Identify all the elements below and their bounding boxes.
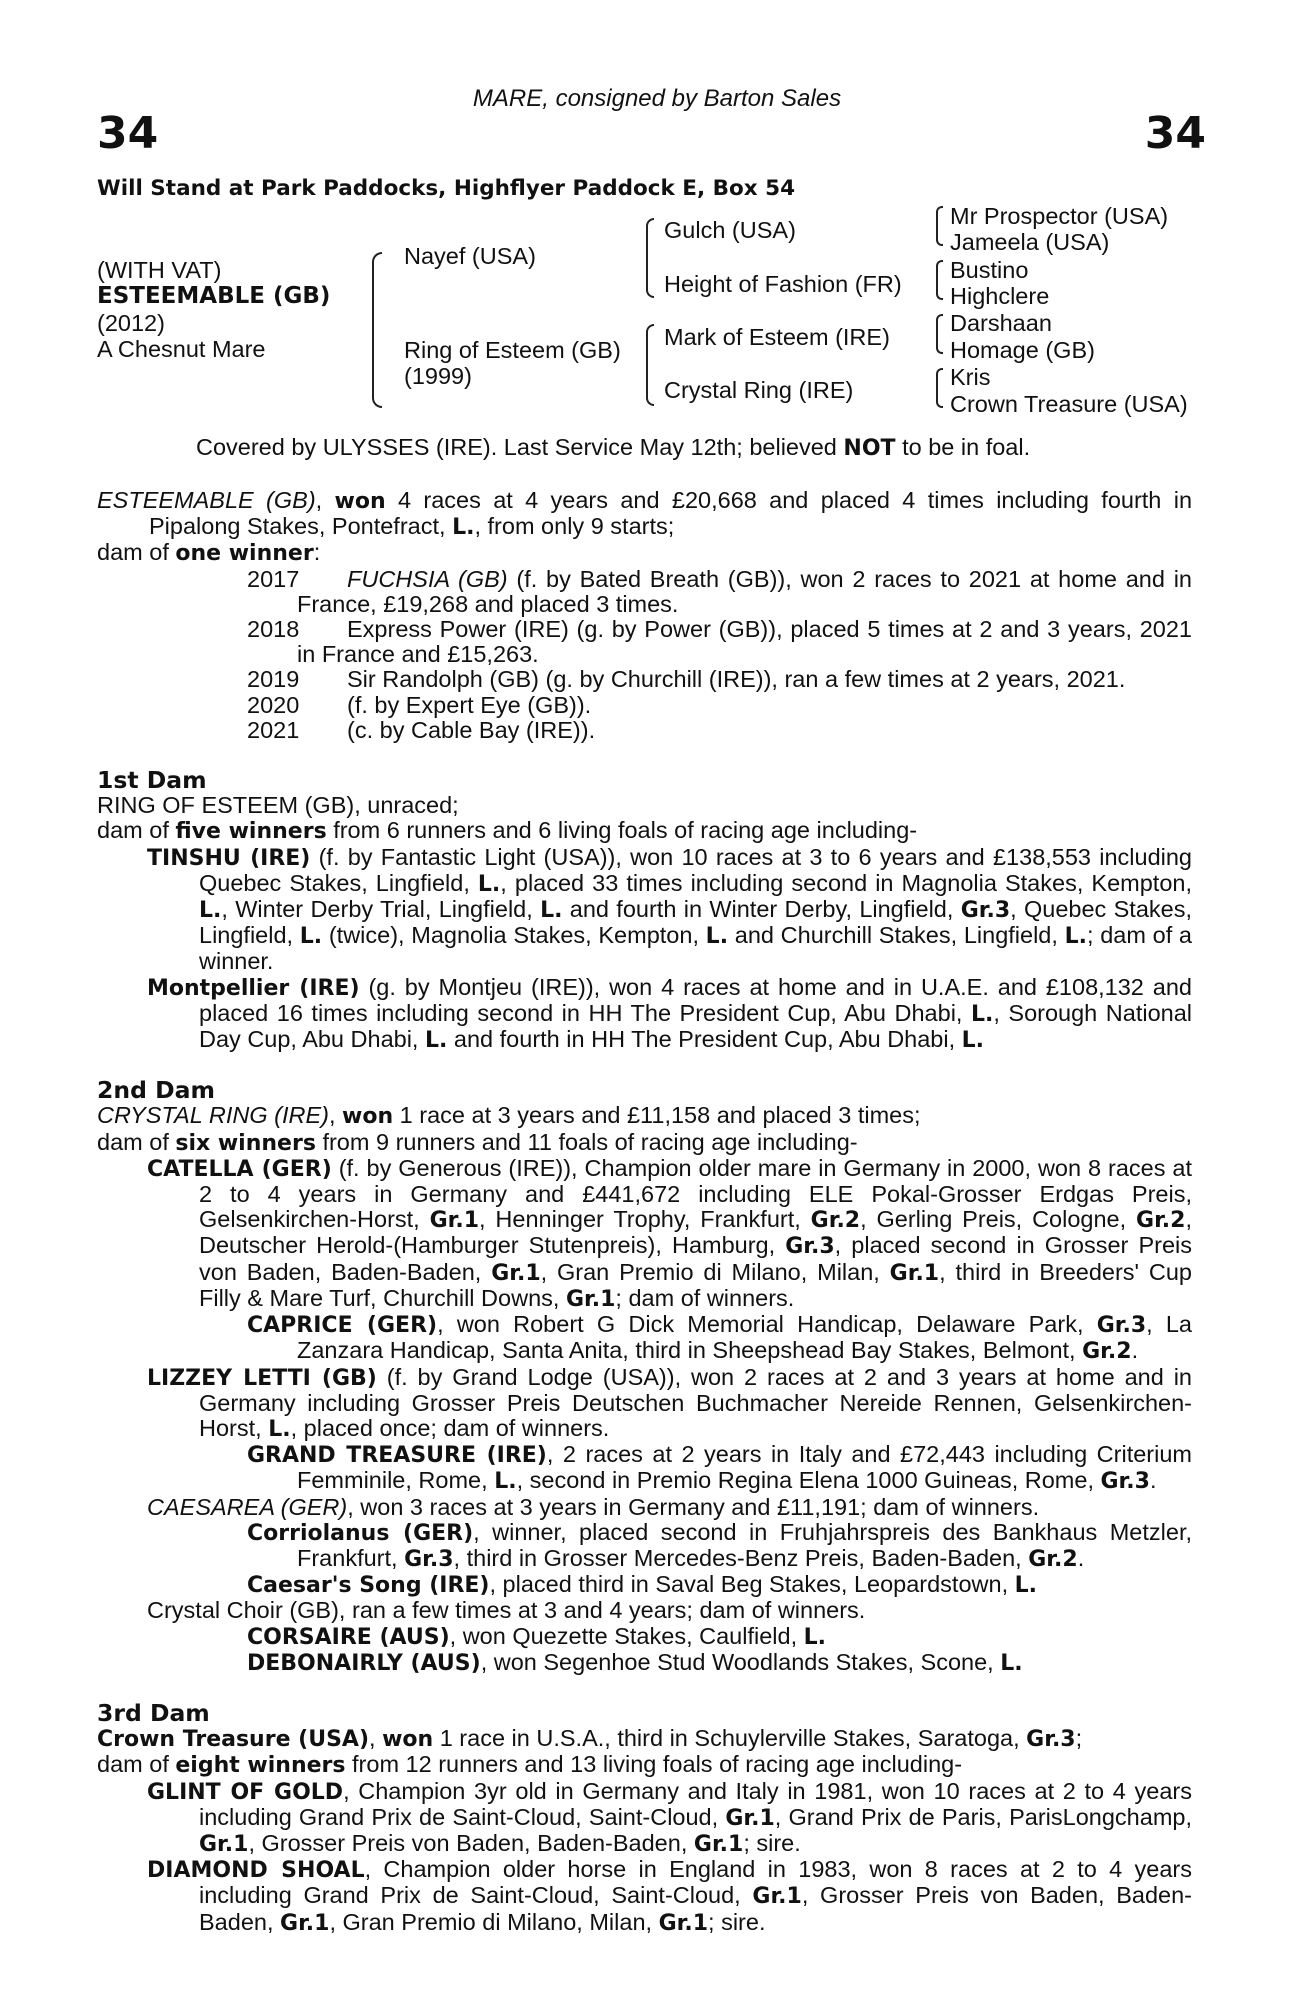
won-label: won (342, 1104, 394, 1130)
brace-dd (936, 368, 943, 408)
runner-text: and Churchill Stakes, Lingfield, (728, 922, 1065, 949)
pedigree-ddd: Crown Treasure (USA) (950, 391, 1188, 417)
runner-text: , won Quezette Stakes, Caulfield, (449, 1622, 804, 1649)
dam3-heading: 3rd Dam (97, 1698, 210, 1727)
runner-name: Montpellier (IRE) (147, 975, 360, 1001)
grade-gr1: Gr.1 (725, 1805, 775, 1831)
produce-text: Sir Randolph (GB) (g. by Churchill (IRE)), ran a few times at 2 years, 2021. (347, 666, 1126, 693)
mare-dam-of (97, 540, 1192, 566)
dam3-text-end: ; (1075, 1725, 1083, 1752)
runner-text: , winner, placed second in Fruhjahrspreis des Bankhaus Metzler, Frankfurt, (297, 1518, 1193, 1571)
grade-gr3: Gr.3 (1026, 1727, 1076, 1753)
runner-text: (twice), Magnolia Stakes, Kempton, (322, 922, 706, 949)
dam-of-post: from 12 runners and 13 living foals of racing age including- (345, 1751, 963, 1778)
dam1-tinshu (97, 845, 1192, 975)
runner-text: , won 3 races at 3 years in Germany and £11,191; dam of winners. (347, 1493, 1040, 1520)
produce-row (97, 718, 1192, 743)
grade-gr1: Gr.1 (565, 1286, 616, 1312)
runner-text: , Winter Derby Trial, Lingfield, (221, 896, 541, 923)
produce-year: 2018 (247, 616, 300, 643)
dam2-grand-treasure: GRAND TREASURE (IRE), 2 races at 2 years in Italy and £72,443 including Criterium Femminile, Rome, L., second in Premio Regina Elena 1000 Guineas, Rome, Gr.3. (247, 1441, 1192, 1495)
grade-gr1: Gr.1 (889, 1260, 940, 1286)
runner-text: , second in Premio Regina Elena 1000 Guineas, Rome, (516, 1467, 1101, 1494)
grade-gr2: Gr.2 (1028, 1546, 1078, 1572)
runner-text: ; dam of winners. (615, 1284, 795, 1311)
grade-gr1: Gr.1 (199, 1831, 249, 1857)
runner-text: , Grosser Preis von Baden, Baden-Baden, (248, 1829, 694, 1856)
produce-year: 2017 (247, 565, 300, 592)
dam-of-pre: dam of (97, 817, 176, 844)
horse-name: ESTEEMABLE (GB) (97, 283, 331, 309)
grade-listed: L. (803, 1624, 827, 1650)
runner-text: , Gran Premio di Milano, Milan, (329, 1908, 659, 1935)
runner-text: and fourth in HH The President Cup, Abu Dhabi, (447, 1026, 962, 1053)
runner-text: , 2 races at 2 years in Italy and £72,443 including Criterium Femminile, Rome, (297, 1441, 1192, 1494)
pedigree-dsd: Homage (GB) (950, 337, 1095, 363)
produce-row (97, 617, 1192, 667)
dam1-dam-of (97, 818, 1192, 844)
grade-gr1: Gr.1 (658, 1910, 709, 1936)
grade-listed: L. (268, 1416, 291, 1442)
catalogue-body (97, 488, 1192, 1936)
runner-name: CAESAREA (GER) (147, 1493, 348, 1520)
grade-gr1: Gr.1 (429, 1208, 480, 1234)
produce-text: (f. by Expert Eye (GB)). (347, 691, 592, 718)
dam2-record: CRYSTAL RING (IRE), won 1 race at 3 years and £11,158 and placed 3 times; (97, 1102, 921, 1130)
produce-row (97, 693, 1192, 718)
dam-of-post: from 6 runners and 6 living foals of racing age including- (326, 817, 918, 844)
stand-location: Will Stand at Park Paddocks, Highflyer Paddock E, Box 54 (97, 176, 796, 201)
dam-of-count: eight winners (175, 1753, 346, 1779)
dam3-text: 1 race in U.S.A., third in Schuylerville Stakes, Saratoga, (433, 1725, 1027, 1752)
runner-text: , placed second in Grosser Preis von Baden, Baden-Baden, (199, 1232, 1192, 1285)
pedigree-ss: Gulch (USA) (664, 217, 796, 243)
runner-text: ; sire. (708, 1908, 766, 1935)
pedigree-dam-year: (1999) (404, 363, 472, 389)
pedigree-dam: Ring of Esteem (GB) (404, 337, 621, 363)
grade-gr3: Gr.3 (960, 898, 1011, 924)
brace-main (372, 252, 382, 408)
horse-year: (2012) (97, 310, 165, 336)
runner-text: , Grand Prix de Paris, ParisLongchamp, (774, 1803, 1192, 1830)
runner-text: , Champion older horse in England in 1983, won 8 races at 2 to 4 years including Grand Prix de Saint-Cloud, Saint-Cloud, (199, 1856, 1192, 1909)
dam2-text: 1 race at 3 years and £11,158 and placed 3 times; (393, 1102, 921, 1129)
dam1-heading: 1st Dam (97, 766, 207, 795)
brace-sire (646, 218, 654, 298)
brace-sd (936, 260, 943, 300)
pedigree-sdd: Highclere (950, 283, 1050, 309)
runner-text: , La Zanzara Handicap, Santa Anita, third in Sheepshead Bay Stakes, Belmont, (297, 1311, 1193, 1364)
grade-listed: L. (1000, 1650, 1023, 1676)
dam2-lizzey (97, 1365, 1192, 1443)
covered-note (196, 435, 1030, 461)
lot-number-left: 34 (97, 108, 159, 159)
dam1-montpellier (97, 975, 1192, 1054)
mare-record: ESTEEMABLE (GB), won 4 races at 4 years and £20,668 and placed 4 times including fourth in Pipalong Stakes, Pontefract, L., from only 9 starts; (97, 487, 1193, 541)
grade-gr3: Gr.3 (404, 1546, 454, 1572)
grade-listed: L. (425, 1028, 448, 1054)
pedigree-ds: Mark of Esteem (IRE) (664, 324, 890, 350)
produce-name: FUCHSIA (GB) (347, 565, 508, 592)
produce-year: 2019 (247, 666, 300, 693)
covered-not: NOT (843, 436, 896, 461)
runner-text: , Henninger Trophy, Frankfurt, (479, 1206, 811, 1233)
dam3-dam-of (97, 1752, 1192, 1778)
covered-tail: to be in foal. (895, 434, 1031, 460)
runner-name: Corriolanus (GER) (247, 1520, 474, 1546)
dam2-crystal-choir: Crystal Choir (GB), ran a few times at 3 and 4 years; dam of winners. (147, 1597, 866, 1624)
produce-year: 2021 (247, 716, 300, 743)
dam3-diamond-shoal (97, 1857, 1192, 1936)
dam2-heading: 2nd Dam (97, 1076, 215, 1105)
produce-row (97, 667, 1192, 692)
dam2-caesars-song (97, 1572, 1192, 1598)
dam2-caesarea (97, 1495, 1192, 1520)
runner-text: , placed third in Saval Beg Stakes, Leopardstown, (489, 1571, 1015, 1598)
dam2-name: CRYSTAL RING (IRE) (97, 1102, 329, 1129)
won-label: won (334, 489, 386, 514)
dam2-corriolanus: Corriolanus (GER), winner, placed second in Fruhjahrspreis des Bankhaus Metzler, Frankfurt, Gr.3, third in Grosser Mercedes-Benz Preis, Baden-Baden, Gr.2. (247, 1518, 1193, 1572)
grade-gr3: Gr.3 (785, 1234, 835, 1260)
grade-listed: L. (1014, 1573, 1038, 1599)
grade-gr1: Gr.1 (752, 1884, 802, 1910)
pedigree-ssd: Jameela (USA) (950, 229, 1110, 255)
runner-name: TINSHU (IRE) (147, 845, 311, 871)
pedigree-sss: Mr Prospector (USA) (950, 203, 1169, 229)
dam-of-pre: dam of (97, 1751, 176, 1778)
brace-dam (646, 324, 654, 406)
lot-number-right: 34 (1144, 108, 1206, 159)
consignment-line: MARE, consigned by Barton Sales (472, 85, 842, 112)
runner-text: , won Robert G Dick Memorial Handicap, Delaware Park, (437, 1311, 1097, 1338)
dam3-glint-of-gold (97, 1779, 1192, 1858)
runner-name: CATELLA (GER) (147, 1156, 332, 1182)
runner-text: , Quebec Stakes, Lingfield, (199, 896, 1192, 949)
grade-listed: L. (1064, 924, 1087, 950)
grade-gr1: Gr.1 (693, 1831, 744, 1857)
dam2-dam-of (97, 1130, 1192, 1156)
dam2-corsaire (97, 1624, 1192, 1650)
covered-text: Covered by ULYSSES (IRE). Last Service May 12th; believed (196, 434, 844, 460)
grade-listed: L. (705, 924, 729, 950)
runner-text: (f. by Grand Lodge (USA)), won 2 races at 2 and 3 years at home and in Germany including Grosser Preis Deutschen Buchmacher Nereide Rennen, Gelsenkirchen-Horst, (199, 1363, 1192, 1441)
dam-of-pre: dam of (97, 539, 176, 566)
produce-year: 2020 (247, 691, 300, 718)
grade-listed: L. (199, 898, 222, 924)
runner-text: (f. by Fantastic Light (USA)), won 10 races at 3 to 6 years and £138,553 including Quebec Stakes, Lingfield, (199, 843, 1192, 896)
grade-gr3: Gr.3 (1100, 1469, 1150, 1495)
runner-text: , won Segenhoe Stud Woodlands Stakes, Scone, (480, 1648, 1001, 1675)
runner-text: , third in Grosser Mercedes-Benz Preis, Baden-Baden, (453, 1544, 1029, 1571)
grade-listed: L. (299, 924, 323, 950)
produce-text: Express Power (IRE) (g. by Power (GB)), placed 5 times at 2 and 3 years, 2021 in France and £15,263. (297, 616, 1192, 668)
dam-of-count: six winners (175, 1130, 316, 1156)
runner-text: , Sorough National Day Cup, Abu Dhabi, (199, 999, 1192, 1053)
runner-name: CAPRICE (GER) (247, 1313, 438, 1339)
grade-listed: L. (477, 871, 501, 897)
pedigree-dds: Kris (950, 364, 991, 390)
grade-gr1: Gr.1 (491, 1260, 541, 1286)
dam2-caprice: CAPRICE (GER), won Robert G Dick Memorial Handicap, Delaware Park, Gr.3, La Zanzara Handicap, Santa Anita, third in Sheepshead Bay Stakes, Belmont, Gr.2. (247, 1311, 1193, 1365)
dam3-record: Crown Treasure (USA), won 1 race in U.S.A., third in Schuylerville Stakes, Saratoga, Gr.3; (97, 1725, 1083, 1753)
pedigree-sd: Height of Fashion (FR) (664, 271, 902, 297)
runner-text: , Grosser Preis von Baden, Baden-Baden, (199, 1882, 1193, 1935)
runner-name: GLINT OF GOLD (147, 1779, 344, 1805)
runner-text: ; dam of a winner. (199, 922, 1192, 975)
mare-record-tail: , from only 9 starts; (474, 513, 675, 540)
won-label: won (382, 1727, 434, 1753)
runner-text: , Gerling Preis, Cologne, (860, 1206, 1137, 1233)
grade-gr2: Gr.2 (1136, 1208, 1186, 1234)
grade-listed: L. (452, 515, 475, 541)
mare-record-text: 4 races at 4 years and £20,668 and placed 4 times including fourth in Pipalong Stakes, Pontefract, (149, 487, 1193, 540)
grade-listed: L. (494, 1469, 517, 1495)
runner-text: ; sire. (743, 1829, 801, 1856)
runner-text: (g. by Montjeu (IRE)), won 4 races at home and in U.A.E. and £108,132 and placed 16 times including second in HH The President Cup, Abu Dhabi, (199, 973, 1192, 1026)
grade-gr2: Gr.2 (810, 1208, 861, 1234)
dam2-debonairly (97, 1650, 1192, 1676)
dam-of-count: one winner (175, 541, 314, 567)
runner-text: , Champion 3yr old in Germany and Italy in 1981, won 10 races at 2 to 4 years including Grand Prix de Saint-Cloud, Saint-Cloud, (199, 1777, 1192, 1830)
grade-gr1: Gr.1 (280, 1910, 330, 1936)
grade-gr3: Gr.3 (1096, 1313, 1147, 1339)
runner-text: (f. by Generous (IRE)), Champion older mare in Germany in 2000, won 8 races at 2 to 4 years in Germany and £441,672 including ELE Pokal-Grosser Erdgas Preis, Gelsenkirchen-Horst, (199, 1154, 1192, 1233)
produce-row (97, 567, 1192, 617)
runner-text: , third in Breeders' Cup Filly & Mare Turf, Churchill Downs, (199, 1258, 1192, 1311)
pedigree-dd: Crystal Ring (IRE) (664, 377, 854, 403)
pedigree-sire: Nayef (USA) (404, 243, 536, 269)
runner-text: , Gran Premio di Milano, Milan, (540, 1258, 890, 1285)
grade-listed: L. (961, 1028, 985, 1054)
grade-gr2: Gr.2 (1082, 1339, 1132, 1365)
produce-text: (c. by Cable Bay (IRE)). (347, 716, 596, 743)
runner-name: Caesar's Song (IRE) (247, 1573, 490, 1599)
vat-note: (WITH VAT) (97, 257, 222, 283)
brace-ss (936, 206, 943, 246)
dam3-name: Crown Treasure (USA) (97, 1727, 369, 1753)
runner-name: DEBONAIRLY (AUS) (247, 1650, 481, 1676)
horse-description: A Chesnut Mare (97, 336, 266, 362)
runner-text: and fourth in Winter Derby, Lingfield, (562, 896, 961, 923)
runner-text: , placed once; dam of winners. (290, 1414, 610, 1441)
grade-listed: L. (970, 1001, 994, 1027)
mare-record-name: ESTEEMABLE (GB) (97, 487, 316, 513)
runner-name: LIZZEY LETTI (GB) (147, 1365, 377, 1391)
pedigree-dss: Darshaan (950, 310, 1052, 336)
brace-ds (936, 314, 943, 354)
produce-text: (f. by Bated Breath (GB)), won 2 races to 2021 at home and in France, £19,268 and placed 3 times. (297, 565, 1192, 617)
dam-of-pre: dam of (97, 1128, 176, 1155)
dam-of-count: five winners (175, 819, 327, 845)
dam1-name: RING OF ESTEEM (GB), unraced; (97, 792, 459, 819)
pedigree-sds: Bustino (950, 257, 1029, 283)
runner-text: , Deutscher Herold-(Hamburger Stutenpreis), Hamburg, (199, 1206, 1192, 1259)
dam2-catella (97, 1156, 1192, 1312)
runner-text: , placed 33 times including second in Magnolia Stakes, Kempton, (500, 869, 1192, 896)
runner-name: CORSAIRE (AUS) (247, 1624, 450, 1650)
dam-of-post: from 9 runners and 11 foals of racing age including- (315, 1128, 858, 1155)
runner-name: DIAMOND SHOAL (147, 1858, 365, 1884)
runner-name: GRAND TREASURE (IRE) (247, 1443, 547, 1469)
grade-listed: L. (540, 898, 563, 924)
dam-of-post: : (313, 539, 321, 566)
